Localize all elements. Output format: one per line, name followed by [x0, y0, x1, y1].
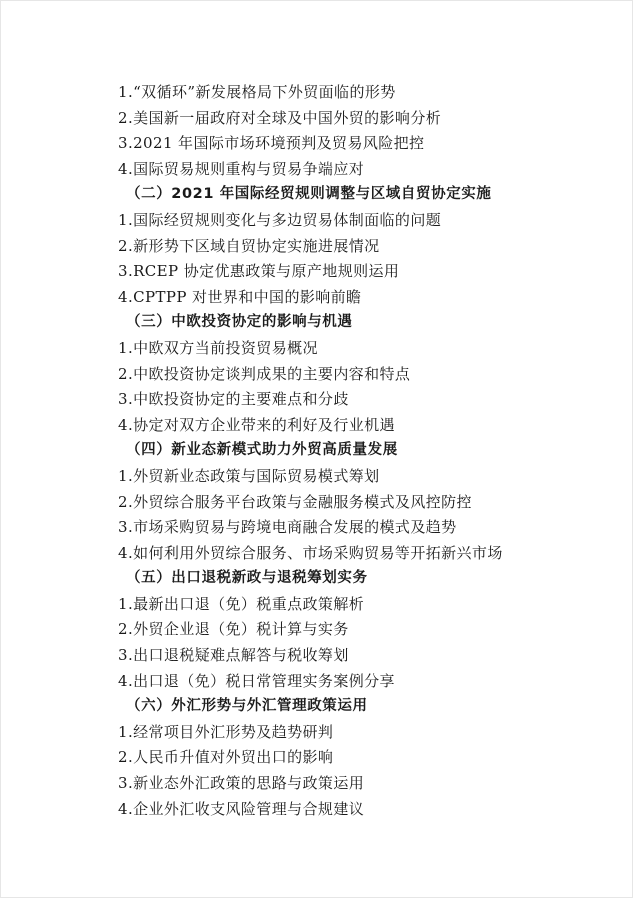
- list-item: 3.RCEP 协定优惠政策与原产地规则运用: [118, 262, 400, 281]
- section-heading: （三）中欧投资协定的影响与机遇: [126, 314, 353, 331]
- list-item: 1.最新出口退（免）税重点政策解析: [118, 594, 365, 613]
- list-item: 1.经常项目外汇形势及趋势研判: [118, 722, 334, 741]
- list-item: 2.美国新一届政府对全球及中国外贸的影响分析: [118, 108, 442, 127]
- list-item: 4.如何利用外贸综合服务、市场采购贸易等开拓新兴市场: [118, 543, 503, 562]
- list-item: 4.国际贸易规则重构与贸易争端应对: [118, 159, 365, 178]
- outline-list: [118, 80, 588, 822]
- list-item: 2.新形势下区域自贸协定实施进展情况: [118, 236, 380, 255]
- section-heading: （五）出口退税新政与退税筹划实务: [126, 570, 368, 587]
- section-heading: （六）外汇形势与外汇管理政策运用: [126, 698, 368, 715]
- list-item: 4.企业外汇收支风险管理与合规建议: [118, 799, 365, 818]
- list-item: 2.人民币升值对外贸出口的影响: [118, 748, 334, 767]
- list-item: 1.中欧双方当前投资贸易概况: [118, 338, 318, 357]
- list-item: 3.市场采购贸易与跨境电商融合发展的模式及趋势: [118, 518, 457, 537]
- list-item: 3.2021 年国际市场环境预判及贸易风险把控: [118, 134, 425, 153]
- list-item: 2.外贸企业退（免）税计算与实务: [118, 620, 349, 639]
- list-item: 4.协定对双方企业带来的利好及行业机遇: [118, 415, 395, 434]
- list-item: 1.国际经贸规则变化与多边贸易体制面临的问题: [118, 210, 442, 229]
- section-heading: （二）2021 年国际经贸规则调整与区域自贸协定实施: [126, 186, 492, 203]
- list-item: 3.出口退税疑难点解答与税收筹划: [118, 646, 349, 665]
- list-item: 4.出口退（免）税日常管理实务案例分享: [118, 671, 395, 690]
- list-item: 3.新业态外汇政策的思路与政策运用: [118, 774, 365, 793]
- section-heading: （四）新业态新模式助力外贸高质量发展: [126, 442, 398, 459]
- list-item: 3.中欧投资协定的主要难点和分歧: [118, 390, 349, 409]
- list-item: 1.“双循环”新发展格局下外贸面临的形势: [118, 83, 396, 101]
- list-item: 1.外贸新业态政策与国际贸易模式筹划: [118, 466, 380, 485]
- list-item: 2.外贸综合服务平台政策与金融服务模式及风控防控: [118, 492, 472, 511]
- list-item: 2.中欧投资协定谈判成果的主要内容和特点: [118, 364, 411, 383]
- list-item: 4.CPTPP 对世界和中国的影响前瞻: [118, 287, 362, 306]
